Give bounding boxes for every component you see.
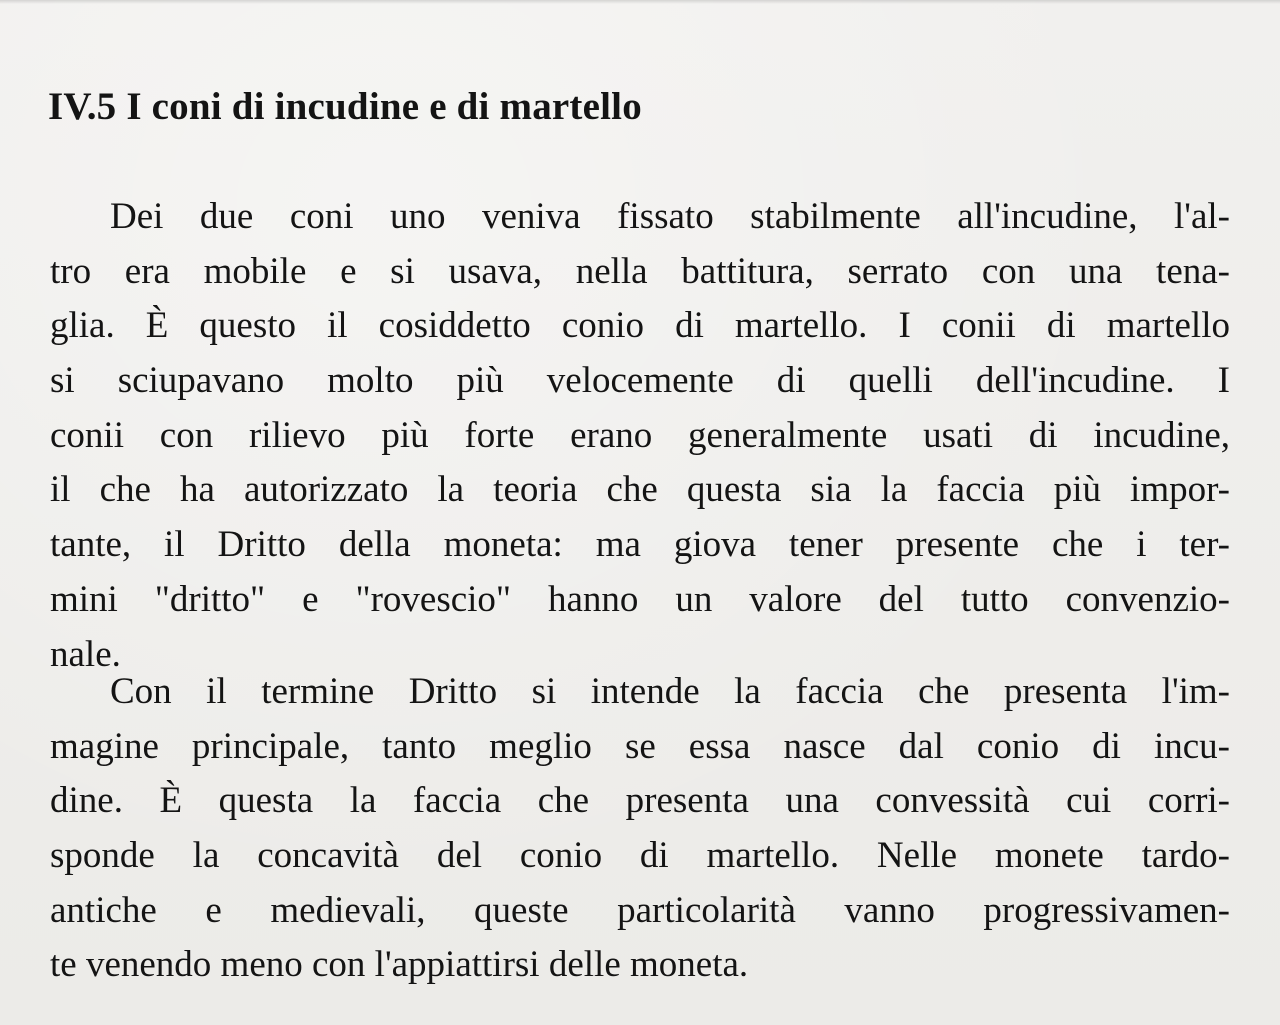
paragraph-line: conii con rilievo più forte erano generalmente usati di incudine, xyxy=(50,414,1230,456)
paragraph-line: antiche e medievali, queste particolarità vanno progressivamen- xyxy=(50,889,1230,931)
paragraph-line: Con il termine Dritto si intende la faccia che presenta l'im- xyxy=(110,671,1230,712)
paragraph-line: dine. È questa la faccia che presenta una convessità cui corri- xyxy=(50,780,1230,822)
paragraph-line: magine principale, tanto meglio se essa nasce dal conio di incu- xyxy=(50,725,1230,767)
paragraph-line: Dei due coni uno veniva fissato stabilmente all'incudine, l'al- xyxy=(110,196,1230,237)
paragraph-2 xyxy=(50,665,1230,993)
paragraph-line: glia. È questo il cosiddetto conio di martello. I conii di martello xyxy=(50,305,1230,347)
paragraph-line: sponde la concavità del conio di martello. Nelle monete tardo- xyxy=(50,835,1230,877)
paragraph-1 xyxy=(50,190,1230,682)
paragraph-line: il che ha autorizzato la teoria che questa sia la faccia più impor- xyxy=(50,469,1230,511)
paragraph-line: nale. xyxy=(50,633,121,675)
paragraph-line: te venendo meno con l'appiattirsi delle moneta. xyxy=(50,944,749,986)
paragraph-line: mini "dritto" e "rovescio" hanno un valore del tutto convenzio- xyxy=(50,578,1230,620)
scan-edge-shadow xyxy=(0,0,1280,4)
paragraph-line: si sciupavano molto più velocemente di quelli dell'incudine. I xyxy=(50,360,1230,402)
paragraph-line: tante, il Dritto della moneta: ma giova tener presente che i ter- xyxy=(50,524,1230,566)
section-heading: IV.5 I coni di incudine e di martello xyxy=(48,85,642,128)
paragraph-line: tro era mobile e si usava, nella battitura, serrato con una tena- xyxy=(50,250,1230,292)
